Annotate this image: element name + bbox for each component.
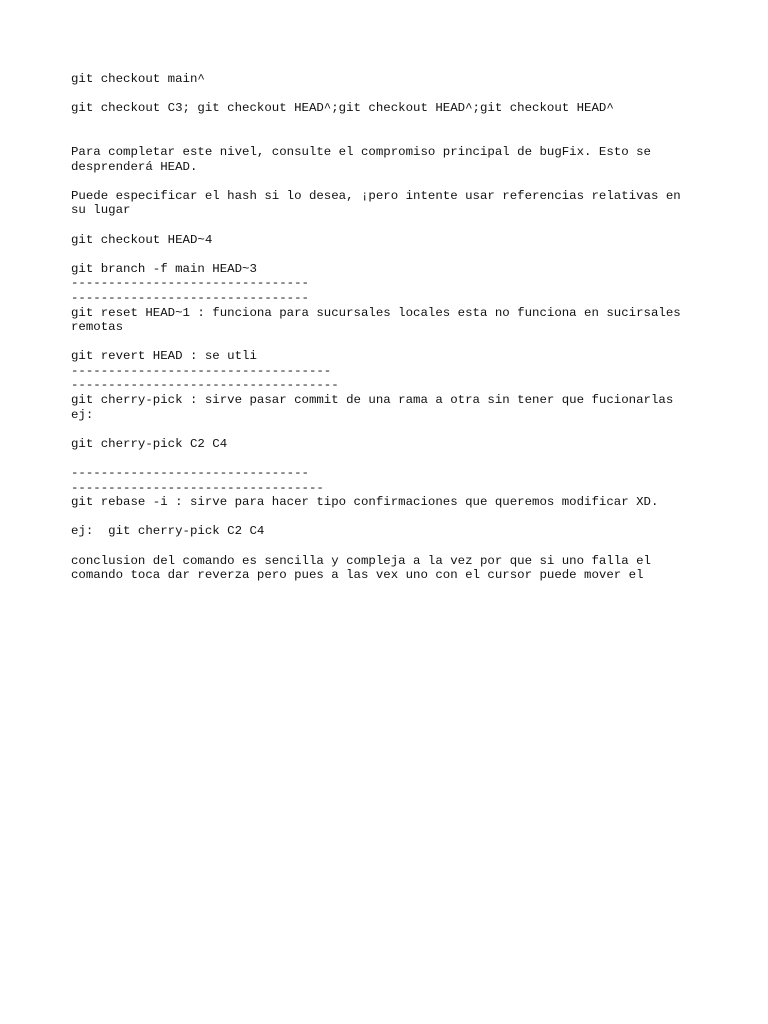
text-line: git reset HEAD~1 : funciona para sucursales locales esta no funciona en sucirsales	[71, 305, 681, 320]
separator-line: --------------------------------	[71, 290, 309, 305]
separator-line: ------------------------------------	[71, 378, 339, 393]
separator-line: --------------------------------	[71, 466, 309, 481]
text-line: comando toca dar reverza pero pues a las vex uno con el cursor puede mover el	[71, 568, 644, 583]
text-line: git rebase -i : sirve para hacer tipo confirmaciones que queremos modificar XD.	[71, 495, 659, 510]
separator-line: ----------------------------------	[71, 480, 324, 495]
text-line: git cherry-pick C2 C4	[71, 436, 228, 451]
document-page	[71, 72, 711, 583]
separator-line: -----------------------------------	[71, 363, 332, 378]
separator-line: --------------------------------	[71, 276, 309, 291]
text-line: git checkout main^	[71, 72, 205, 86]
text-line: remotas	[71, 320, 124, 335]
text-line: git checkout C3; git checkout HEAD^;git checkout HEAD^;git checkout HEAD^	[71, 101, 614, 116]
text-line: Para completar este nivel, consulte el compromiso principal de bugFix. Esto se	[71, 144, 651, 159]
text-line: git revert HEAD : se utli	[71, 349, 257, 364]
text-line: git cherry-pick : sirve pasar commit de una rama a otra sin tener que fucionarlas	[71, 393, 674, 408]
text-line: Puede especificar el hash si lo desea, ¡pero intente usar referencias relativas en	[71, 188, 681, 203]
text-line: ej:	[71, 407, 94, 422]
text-line: su lugar	[71, 203, 131, 218]
text-line: ej: git cherry-pick C2 C4	[71, 524, 265, 539]
text-line: conclusion del comando es sencilla y compleja a la vez por que si uno falla el	[71, 553, 651, 568]
text-line: git checkout HEAD~4	[71, 232, 213, 247]
text-line: git branch -f main HEAD~3	[71, 261, 257, 276]
text-line: desprenderá HEAD.	[71, 159, 198, 174]
